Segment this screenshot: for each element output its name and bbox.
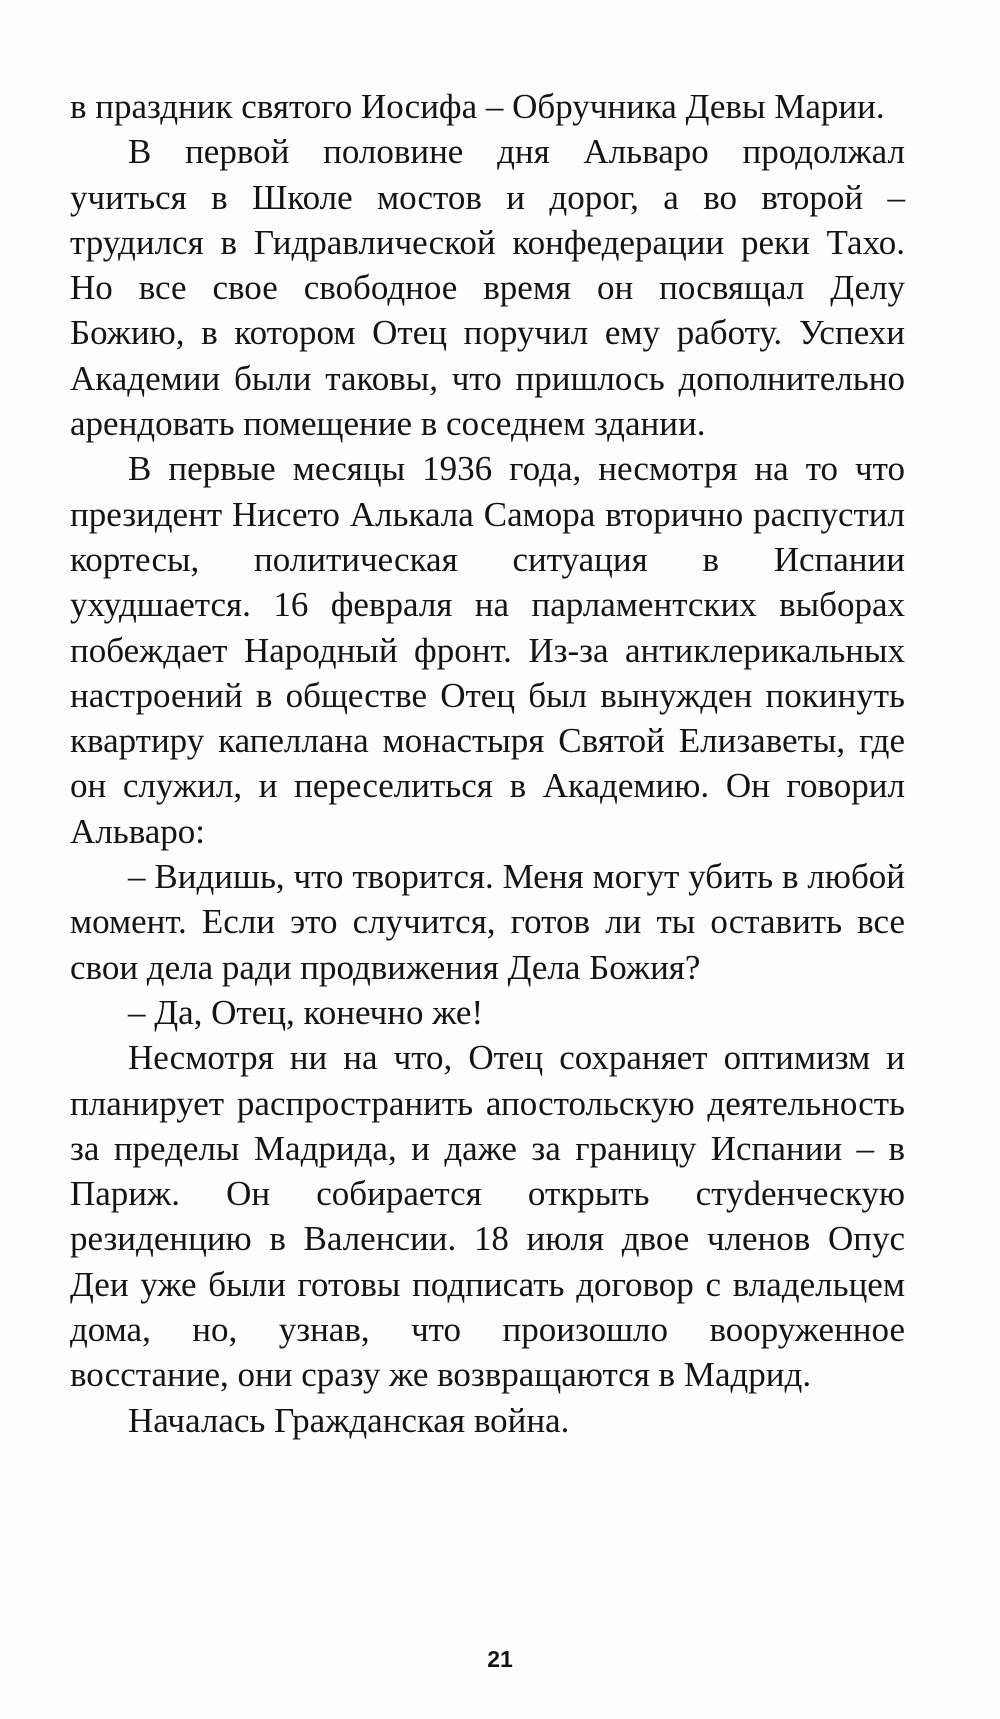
paragraph-1: в праздник святого Иосифа – Обручника Девы Марии.	[70, 87, 885, 126]
body-text	[70, 84, 905, 1443]
paragraph-3: В первые месяцы 1936 года, несмотря на то что президент Нисето Алькала Самора вторично распустил кортесы, политическая ситуация в Испании ухудшается. 16 февраля на парламентских выборах побеждает Народный фронт. Из-за антиклерикальных настроений в обществе Отец был вынужден покинуть квартиру капеллана монастыря Святой Елизаветы, где он служил, и переселиться в Академию. Он говорил Альваро:	[70, 449, 905, 851]
page-number: 21	[487, 1646, 513, 1672]
paragraph-4: – Видишь, что творится. Меня могут убить в любой момент. Если это случится, готов ли ты оставить все свои дела ради продвижения Дела Божия?	[70, 857, 905, 987]
paragraph-2: В первой половине дня Альваро продолжал учиться в Школе мостов и дорог, а во второй – трудился в Гидравлической конфедерации реки Тахо. Но все свое свободное время он посвящал Делу Божию, в котором Отец поручил ему работу. Успехи Академии были таковы, что пришлось дополнительно арендовать помещение в соседнем здании.	[70, 132, 905, 444]
paragraph-5: – Да, Отец, конечно же!	[128, 992, 484, 1032]
paragraph-6: Несмотря ни на что, Отец сохраняет оптимизм и планирует распространить апостольскую деятельность за пределы Мадрида, и даже за границу Испании – в Париж. Он собирается открыть стуdенческую резиденцию в Валенсии. 18 июля двое членов Опус Деи уже были готовы подписать договор с владельцем дома, но, узнав, что произошло вооруженное восстание, они сразу же возвращаются в Мадрид.	[70, 1038, 905, 1395]
paragraph-7: Началась Гражданская война.	[128, 1400, 570, 1440]
